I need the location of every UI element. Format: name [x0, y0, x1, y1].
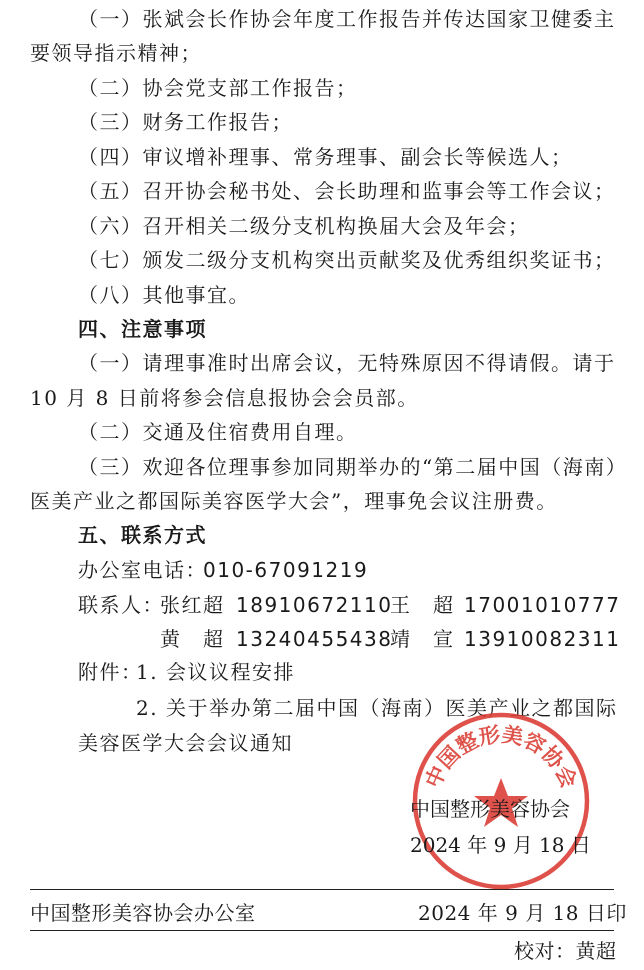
signing-organization: 中国整形美容协会 — [410, 797, 570, 821]
signing-date: 2024 年 9 月 18 日 — [410, 833, 591, 857]
notice-1-line-2: 10 月 8 日前将参会信息报协会会员部。 — [30, 386, 419, 410]
agenda-item-1-line-2: 要领导指示精神； — [30, 41, 202, 65]
contact-name: 黄 超 — [160, 627, 225, 651]
notice-3-line-2: 医美产业之都国际美容医学大会”，理事免会议注册费。 — [30, 489, 558, 513]
footer-print-date: 2024 年 9 月 18 日印 — [418, 901, 627, 925]
agenda-item-2: （二）协会党支部工作报告； — [78, 76, 358, 100]
agenda-item-5: （五）召开协会秘书处、会长助理和监事会等工作会议； — [78, 179, 616, 203]
attachment-2-line-1: 2. 关于举办第二届中国（海南）医美产业之都国际 — [136, 696, 618, 720]
office-phone-label: 办公室电话： — [78, 558, 207, 582]
section-5-heading: 五、联系方式 — [78, 523, 207, 547]
notice-2: （二）交通及住宿费用自理。 — [78, 420, 358, 444]
footer-rule-top — [30, 889, 614, 890]
notice-3-line-1: （三）欢迎各位理事参加同期举办的“第二届中国（海南） — [78, 455, 628, 479]
agenda-item-1-line-1: （一）张斌会长作协会年度工作报告并传达国家卫健委主 — [78, 7, 616, 31]
contact-phone: 13910082311 — [464, 627, 621, 651]
agenda-item-3: （三）财务工作报告； — [78, 110, 293, 134]
seal-text: 中国整形美容协会 — [420, 722, 582, 792]
contact-phone: 13240455438 — [236, 627, 393, 651]
attachment-2-line-2: 美容医学大会会议通知 — [78, 731, 293, 755]
contact-phone: 17001010777 — [464, 593, 621, 617]
agenda-item-4: （四）审议增补理事、常务理事、副会长等候选人； — [78, 145, 573, 169]
attachments-label: 附件： — [78, 660, 143, 684]
agenda-item-8: （八）其他事宜。 — [78, 283, 250, 307]
contact-name: 张红超 — [160, 593, 225, 617]
agenda-item-7: （七）颁发二级分支机构突出贡献奖及优秀组织奖证书； — [78, 248, 616, 272]
footer-office: 中国整形美容协会办公室 — [30, 901, 256, 925]
agenda-item-6: （六）召开相关二级分支机构换届大会及年会； — [78, 214, 530, 238]
contact-label: 联系人： — [78, 593, 164, 617]
contact-phone: 18910672110 — [236, 593, 393, 617]
footer-rule-bottom — [30, 930, 614, 931]
notice-1-line-1: （一）请理事准时出席会议，无特殊原因不得请假。请于 — [78, 351, 616, 375]
contact-name: 靖 宣 — [390, 627, 455, 651]
footer-proofreader: 校对：黄超 — [514, 939, 617, 963]
contact-name: 王 超 — [390, 593, 455, 617]
office-phone: 010-67091219 — [203, 558, 369, 582]
section-4-heading: 四、注意事项 — [78, 317, 207, 341]
attachment-1: 1. 会议议程安排 — [136, 660, 295, 684]
